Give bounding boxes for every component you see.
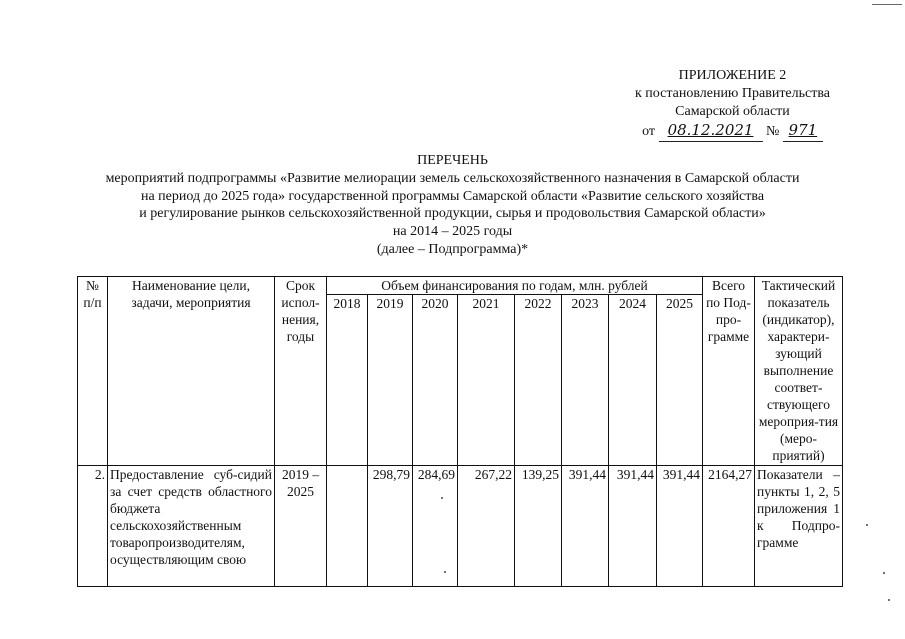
row-total: 2164,27 [703, 466, 755, 587]
scan-speck [866, 524, 868, 526]
document-heading [0, 152, 905, 259]
header-year: 2022 [515, 295, 562, 466]
header-year: 2020 [413, 295, 458, 466]
heading-line5: (далее – Подпрограмма)* [376, 241, 529, 257]
heading-line2: на период до 2025 года» государственной программы Самарской области «Развитие сельского хозяйства [140, 188, 765, 204]
table-header-row-1 [78, 277, 843, 295]
header-year: 2023 [562, 295, 609, 466]
header-funding: Объем финансирования по годам, млн. рублей [327, 277, 703, 295]
row-value: 284,69 [413, 466, 458, 587]
row-value [327, 466, 368, 587]
row-value: 139,25 [515, 466, 562, 587]
date-prefix: от [642, 124, 656, 139]
measures-table [77, 276, 843, 587]
header-term: Срок испол-нения, годы [275, 277, 327, 466]
scan-speck [441, 497, 443, 499]
date-value: 08.12.2021 [667, 121, 754, 139]
row-num: 2. [78, 466, 108, 587]
row-value: 298,79 [368, 466, 413, 587]
heading-line4: на 2014 – 2025 годы [392, 224, 513, 240]
appendix-date-line [635, 121, 830, 142]
row-term: 2019 – 2025 [275, 466, 327, 587]
row-value: 391,44 [609, 466, 657, 587]
header-num: № п/п [78, 277, 108, 466]
heading-title: ПЕРЕЧЕНЬ [417, 153, 488, 168]
header-year: 2018 [327, 295, 368, 466]
header-year: 2024 [609, 295, 657, 466]
header-year: 2019 [368, 295, 413, 466]
row-name: Предоставление суб-сидий за счет средств областного бюджета сельскохозяйственным товаропроизводителям, осуществляющим свою [108, 466, 275, 587]
heading-line1: мероприятий подпрограммы «Развитие мелиорации земель сельскохозяйственного назначения в Самарской области [105, 170, 800, 186]
number-prefix: № [766, 124, 780, 139]
date-field [659, 121, 763, 142]
scan-artifact-line [872, 4, 902, 5]
appendix-title: ПРИЛОЖЕНИЕ 2 [678, 68, 787, 83]
header-name: Наименование цели, задачи, мероприятия [108, 277, 275, 466]
appendix-block [635, 67, 830, 142]
row-value: 391,44 [562, 466, 609, 587]
number-field [783, 121, 823, 142]
scan-speck [883, 572, 885, 574]
row-value: 267,22 [458, 466, 515, 587]
heading-line3: и регулирование рынков сельскохозяйственной продукции, сырья и продовольствия Самарской области» [139, 206, 766, 222]
appendix-line3: Самарской области [675, 104, 790, 119]
header-year: 2025 [657, 295, 703, 466]
scan-speck [888, 599, 890, 601]
header-year: 2021 [458, 295, 515, 466]
scan-speck [444, 571, 446, 573]
appendix-line2: к постановлению Правительства [634, 86, 830, 101]
header-total: Всего по Под-про-грамме [703, 277, 755, 466]
table-row [78, 466, 843, 587]
row-indicator: Показатели – пункты 1, 2, 5 приложения 1 к Подпро-грамме [755, 466, 843, 587]
number-value: 971 [788, 121, 818, 139]
header-indicator: Тактический показатель (индикатор), характери-зующий выполнение соответ-ствующего мероприя-тия (меро-приятий) [755, 277, 843, 466]
row-value: 391,44 [657, 466, 703, 587]
